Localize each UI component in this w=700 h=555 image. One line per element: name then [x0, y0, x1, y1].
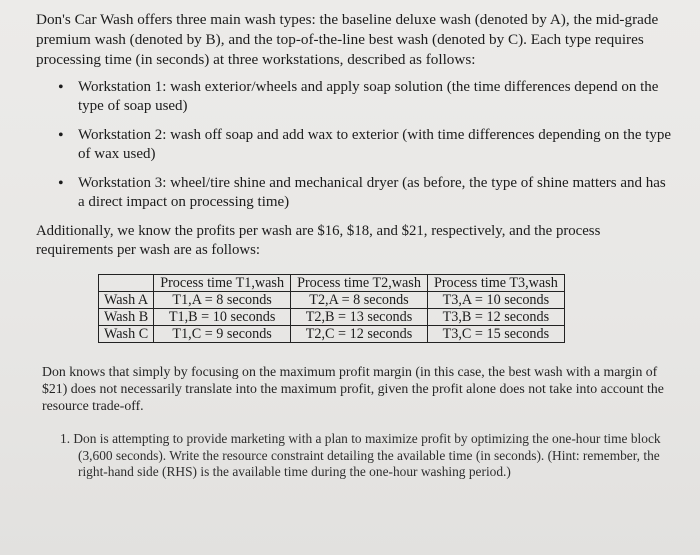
row-label: Wash C [99, 326, 154, 343]
table-cell: T3,B = 12 seconds [427, 309, 564, 326]
table-cell: T2,C = 12 seconds [291, 326, 428, 343]
table-header-blank [99, 275, 154, 292]
table-cell: T2,A = 8 seconds [291, 292, 428, 309]
table-cell: T3,A = 10 seconds [427, 292, 564, 309]
table-header: Process time T1,wash [154, 275, 291, 292]
process-time-table [98, 274, 565, 343]
table-cell: T1,B = 10 seconds [154, 309, 291, 326]
workstation-3-text: Workstation 3: wheel/tire shine and mechanical dryer (as before, the type of shine matters and has a direct impact on processing time) [78, 175, 666, 210]
list-item [56, 174, 672, 212]
table-cell: T1,A = 8 seconds [154, 292, 291, 309]
table-cell: T3,C = 15 seconds [427, 326, 564, 343]
row-label: Wash B [99, 309, 154, 326]
bullet-icon: • [58, 175, 64, 192]
workstation-1-text: Workstation 1: wash exterior/wheels and apply soap solution (the time differences depend on the type of soap used) [78, 79, 659, 114]
intro-paragraph: Don's Car Wash offers three main wash types: the baseline deluxe wash (denoted by A), the mid-grade premium wash (denoted by B), and the top-of-the-line best wash (denoted by C). Each type requires processing time (in seconds) at three workstations, described as follows: [36, 11, 659, 68]
list-item [56, 126, 672, 164]
question-1: 1. Don is attempting to provide marketing with a plan to maximize profit by optimizing the one-hour time block (3,600 seconds). Write the resource constraint detailing the available time (in seconds). (Hint: remember, the right-hand side (RHS) is the available time during the one-hour washing period.) [60, 431, 661, 479]
table-row [99, 326, 565, 343]
table-header-row [99, 275, 565, 292]
table-header: Process time T3,wash [427, 275, 564, 292]
table-cell: T1,C = 9 seconds [154, 326, 291, 343]
list-item [56, 78, 672, 116]
bullet-icon: • [58, 127, 64, 144]
workstation-2-text: Workstation 2: wash off soap and add wax to exterior (with time differences depending on the type of wax used) [78, 127, 672, 162]
additional-paragraph: Additionally, we know the profits per wash are $16, $18, and $21, respectively, and the process requirements per wash are as follows: [36, 223, 601, 258]
row-label: Wash A [99, 292, 154, 309]
table-cell: T2,B = 13 seconds [291, 309, 428, 326]
table-row [99, 292, 565, 309]
bullet-icon: • [58, 79, 64, 96]
table-row [99, 309, 565, 326]
workstation-list [36, 78, 672, 212]
profit-note-paragraph: Don knows that simply by focusing on the maximum profit margin (in this case, the best wash with a margin of $21) does not necessarily translate into the maximum profit, given the profit alone does not take into account the resource trade-off. [42, 364, 664, 413]
table-header: Process time T2,wash [291, 275, 428, 292]
